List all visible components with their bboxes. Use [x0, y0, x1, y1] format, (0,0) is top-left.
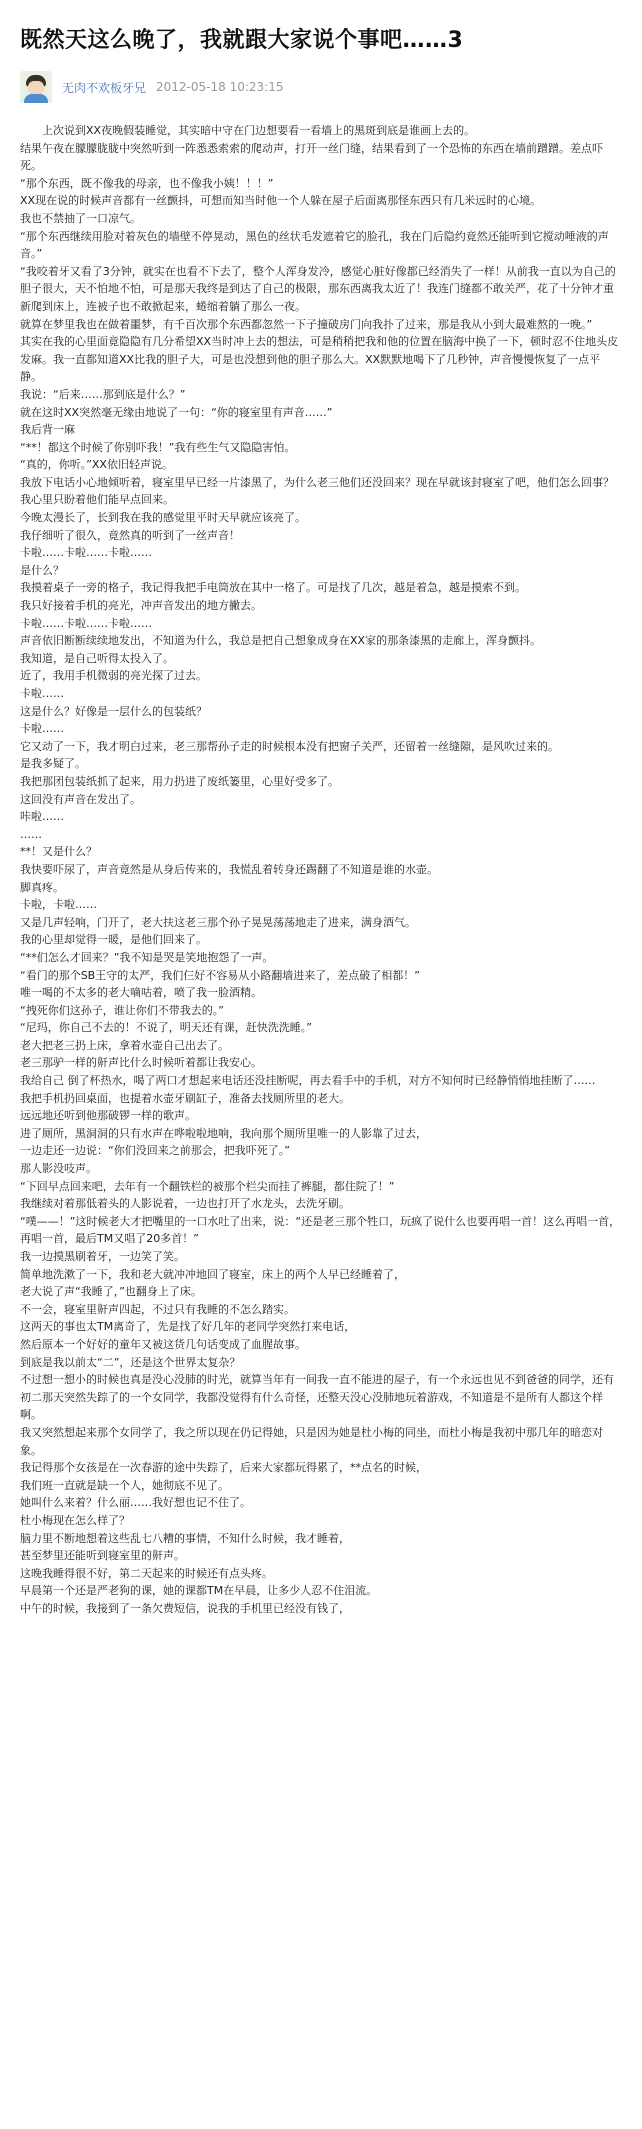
content-paragraph: 早晨第一个还是严老狗的课，她的课都TM在早晨，让多少人忍不住泪流。: [20, 1584, 378, 1598]
content-paragraph: 我把那团包装纸抓了起来，用力扔进了废纸篓里，心里好受多了。: [20, 774, 339, 788]
content-paragraph: 我记得那个女孩是在一次春游的途中失踪了，后来大家都玩得累了，**点名的时候，: [20, 1461, 427, 1475]
content-paragraph: “**！都这个时候了你别吓我！”我有些生气又隐隐害怕。: [20, 440, 296, 454]
content-paragraph: 我又突然想起来那个女同学了，我之所以现在仍记得她，只是因为她是杜小梅的同坐，而杜小梅是我初中那几年的暗恋对象。: [20, 1425, 603, 1457]
content-paragraph: “看门的那个SB王守的太严，我们仨好不容易从小路翻墙进来了，差点破了相都！”: [20, 968, 420, 982]
post-timestamp: 2012-05-18 10:23:15: [156, 80, 284, 94]
post-meta: [0, 56, 642, 104]
content-paragraph: 不过想一想小的时候也真是没心没肺的时光，就算当年有一间我一直不能进的屋子，有一个永远也见不到爸爸的同学，还有初二那天突然失踪了的一个女同学，我都没觉得有什么奇怪，还整天没心没肺地玩着游戏，不知道是不是所有人都这个样啊。: [20, 1373, 614, 1422]
content-paragraph: 我把手机扔回桌面，也提着水壶牙刷缸子，准备去找厕所里的老大。: [20, 1091, 350, 1105]
content-paragraph: 又是几声轻响，门开了，老大扶这老三那个孙子晃晃荡荡地走了进来，满身酒气。: [20, 915, 416, 929]
content-paragraph: 不一会，寝室里鼾声四起，不过只有我睡的不怎么踏实。: [20, 1302, 295, 1316]
avatar-face-shape: [28, 81, 44, 95]
content-paragraph: 是什么？: [20, 563, 64, 577]
post-content: [0, 104, 642, 1617]
content-paragraph: 杜小梅现在怎么样了？: [20, 1513, 130, 1527]
content-paragraph: “尼玛，你自己不去的！不说了，明天还有课，赶快洗洗睡。”: [20, 1021, 312, 1035]
bottom-fade-overlay: [0, 2039, 642, 2129]
post-title: 既然天这么晚了，我就跟大家说个事吧……3: [20, 28, 464, 53]
content-paragraph: 我只好接着手机的亮光，冲声音发出的地方撇去。: [20, 599, 262, 613]
content-paragraph: 这晚我睡得很不好，第二天起来的时候还有点头疼。: [20, 1566, 273, 1580]
content-paragraph: 近了，我用手机微弱的亮光探了过去。: [20, 669, 207, 683]
content-paragraph: 中午的时候，我接到了一条欠费短信，说我的手机里已经没有钱了，: [20, 1601, 350, 1615]
content-paragraph: 老大把老三扔上床，拿着水壶自己出去了。: [20, 1038, 229, 1052]
content-paragraph: 上次说到XX夜晚假装睡觉，其实暗中守在门边想要看一看墙上的黑斑到底是谁画上去的。: [42, 124, 476, 137]
content-paragraph: ……: [20, 827, 42, 841]
content-paragraph: 声音依旧断断续续地发出，不知道为什么，我总是把自己想象成身在XX家的那条漆黑的走廊上，浑身颤抖。: [20, 634, 542, 648]
content-paragraph: 一边走还一边说：“你们没回来之前那会，把我吓死了。”: [20, 1144, 290, 1158]
content-paragraph: 进了厕所，黑洞洞的只有水声在哗啦啦地响，我向那个厕所里唯一的人影靠了过去，: [20, 1126, 427, 1140]
content-paragraph: 我也不禁抽了一口凉气。: [20, 211, 141, 225]
avatar[interactable]: [20, 71, 52, 103]
content-paragraph: 我后背一麻: [20, 423, 75, 437]
content-paragraph: 结果午夜在朦朦胧胧中突然听到一阵悉悉索索的爬动声，打开一丝门缝，结果看到了一个恐怖的东西在墙前蹭蹭。差点吓死。: [20, 141, 603, 173]
content-paragraph: 我的心里却觉得一暖，是他们回来了。: [20, 933, 207, 947]
content-paragraph: 卡啦……卡啦……卡啦……: [20, 546, 152, 560]
content-paragraph: 卡啦……: [20, 687, 64, 700]
content-paragraph: 老大说了声“我睡了，”也翻身上了床。: [20, 1285, 202, 1299]
content-paragraph: 我快要吓尿了，声音竟然是从身后传来的，我慌乱着转身还踢翻了不知道是谁的水壶。: [20, 862, 438, 876]
content-paragraph: 这回没有声音在发出了。: [20, 792, 141, 806]
content-paragraph: “下回早点回来吧，去年有一个翻铁栏的被那个栏尖而挂了裤腿，都住院了！”: [20, 1179, 395, 1193]
content-paragraph: 就算在梦里我也在做着噩梦，有千百次那个东西都忽然一下子撞破房门向我扑了过来，那是我从小到大最难熬的一晚。”: [20, 317, 593, 331]
content-paragraph: “那个东西，既不像我的母亲，也不像我小姨！！！”: [20, 176, 274, 190]
content-paragraph: 我说：“后来……那到底是什么？”: [20, 387, 186, 401]
content-paragraph: “我咬着牙又看了3分钟，就实在也看不下去了，整个人浑身发冷，感觉心脏好像都已经消失了一样！从前我一直以为自己的胆子很大，天不怕地不怕，可是那天我终是到达了自己的极限，那东西离我太近了！我连门缝都不敢关严，花了十分钟才重新爬到床上，连被子也不敢掀起来，蜷缩着躺了那么一夜。: [20, 264, 616, 313]
content-paragraph: 我继续对着那低着头的人影说着，一边也打开了水龙头，去洗牙刷。: [20, 1197, 350, 1211]
content-paragraph: 我放下电话小心地倾听着，寝室里早已经一片漆黑了，为什么老三他们还没回来？现在早就该封寝室了吧，他们怎么回事？: [20, 475, 614, 489]
content-paragraph: 唯一喝的不太多的老大嘀咕着，喷了我一脸酒精。: [20, 986, 262, 1000]
content-paragraph: XX现在说的时候声音都有一丝颤抖，可想而知当时他一个人躲在屋子后面离那怪东西只有几米远时的心境。: [20, 194, 542, 208]
content-paragraph: 甚至梦里还能听到寝室里的鼾声。: [20, 1549, 185, 1563]
content-paragraph: 那人影没吱声。: [20, 1162, 97, 1176]
content-paragraph: “真的，你听。”XX依旧轻声说。: [20, 458, 173, 472]
content-paragraph: “那个东西继续用脸对着灰色的墙壁不停晃动，黑色的丝状毛发遮着它的脸孔，我在门后隐约竟然还能听到它搅动唾液的声音。”: [20, 229, 609, 261]
author-link[interactable]: 无肉不欢板牙兄: [62, 80, 147, 95]
content-paragraph: 老三那驴一样的鼾声比什么时候听着都让我安心。: [20, 1056, 262, 1070]
content-paragraph: 其实在我的心里面竟隐隐有几分希望XX当时冲上去的想法，可是稍稍把我和他的位置在脑海中换了一下，顿时忍不住地头皮发麻。我一直都知道XX比我的胆子大，可是也没想到他的胆子那么大。XX默默地喝下了几秒钟，声音慢慢恢复了一点平静。: [20, 335, 619, 384]
content-paragraph: 到底是我以前太“二”，还是这个世界太复杂？: [20, 1355, 241, 1369]
content-paragraph: 我仔细听了很久，竟然真的听到了一丝声音！: [20, 528, 240, 542]
content-paragraph: “**们怎么才回来？”我不知是哭是笑地抱怨了一声。: [20, 950, 274, 964]
avatar-shirt-shape: [24, 94, 48, 103]
content-paragraph: 我们班一直就是缺一个人，她彻底不见了。: [20, 1478, 229, 1492]
content-paragraph: 这两天的事也太TM离奇了，先是找了好几年的老同学突然打来电话，: [20, 1320, 356, 1334]
content-paragraph: 她叫什么来着？什么丽……我好想也记不住了。: [20, 1496, 251, 1510]
content-paragraph: **！又是什么？: [20, 845, 97, 859]
content-paragraph: 我摸着桌子一旁的格子，我记得我把手电筒放在其中一格了。可是找了几次，越是着急，越是摸索不到。: [20, 581, 526, 595]
content-paragraph: 远远地还听到他那破锣一样的歌声。: [20, 1109, 196, 1123]
content-paragraph: 我心里只盼着他们能早点回来。: [20, 493, 174, 507]
content-paragraph: 我知道，是自己听得太投入了。: [20, 651, 174, 665]
content-paragraph: 咔啦……: [20, 810, 64, 824]
content-paragraph: 这是什么？好像是一层什么的包装纸？: [20, 704, 207, 718]
content-paragraph: 我给自己 倒了杯热水，喝了两口才想起来电话还没挂断呢，再去看手中的手机，对方不知何时已经静悄悄地挂断了……: [20, 1074, 596, 1088]
content-paragraph: 今晚太漫长了，长到我在我的感觉里平时天早就应该亮了。: [20, 511, 306, 525]
content-paragraph: “拽死你们这孙子，谁让你们不带我去的。”: [20, 1003, 224, 1017]
content-paragraph: 脚真疼。: [20, 880, 64, 894]
content-paragraph: 是我多疑了。: [20, 757, 86, 771]
content-paragraph: 卡啦……: [20, 722, 64, 736]
content-paragraph: 然后原本一个好好的童年又被这货几句话变成了血腥故事。: [20, 1337, 306, 1351]
content-paragraph: 脑力里不断地想着这些乱七八糟的事情，不知什么时候，我才睡着，: [20, 1531, 350, 1545]
content-paragraph: 卡啦……卡啦……卡啦……: [20, 616, 152, 630]
content-paragraph: 卡啦，卡啦……: [20, 898, 97, 912]
content-paragraph: “噗——！”这时候老大才把嘴里的一口水吐了出来，说：“还是老三那个牲口，玩疯了说什么也要再唱一首！这么再唱一首，再唱一首，最后TM又唱了20多首！”: [20, 1214, 621, 1246]
content-paragraph: 我一边摸黑刷着牙，一边笑了笑。: [20, 1250, 185, 1263]
content-paragraph: 简单地洗漱了一下，我和老大就冲冲地回了寝室，床上的两个人早已经睡着了，: [20, 1267, 405, 1281]
content-paragraph: 它又动了一下，我才明白过来，老三那帮孙子走的时候根本没有把窗子关严，还留着一丝缝隙，是风吹过来的。: [20, 739, 559, 753]
content-paragraph: 就在这时XX突然毫无缘由地说了一句：“你的寝室里有声音……”: [20, 405, 333, 419]
